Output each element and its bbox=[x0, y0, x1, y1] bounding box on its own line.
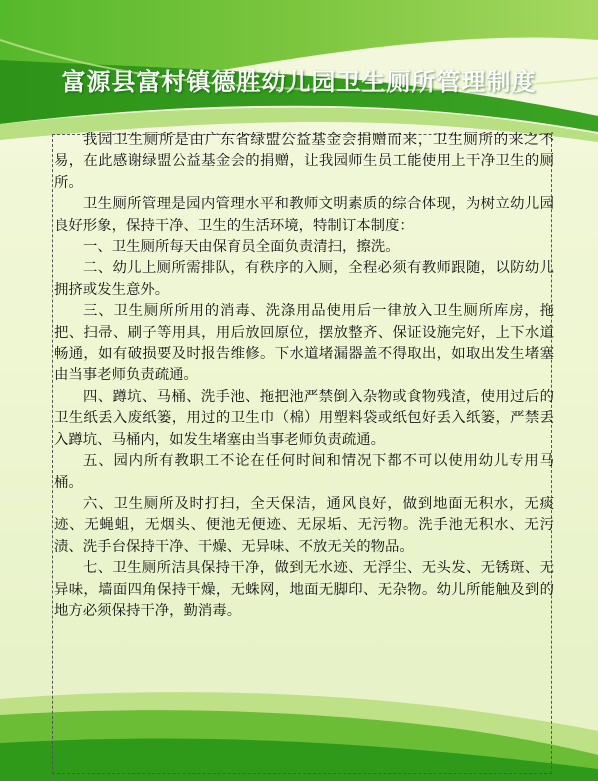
rule-item-3: 三、卫生厕所所用的消毒、洗涤用品使用后一律放入卫生厕所库房，拖把、扫帚、刷子等用具，用后放回原位，摆放整齐、保证设施完好，上下水道畅通，如有破损要及时报告维修。下水道堵漏器盖不得取出，如取出发生堵塞由当事老师负责疏通。 bbox=[54, 303, 554, 384]
poster-title: 富源县富村镇德胜幼儿园卫生厕所管理制度 bbox=[61, 68, 537, 96]
regulation-body bbox=[54, 130, 554, 622]
rule-item-4: 四、蹲坑、马桶、洗手池、拖把池严禁倒入杂物或食物残渣，使用过后的卫生纸丢入废纸篓，用过的卫生巾（棉）用塑料袋或纸包好丢入纸篓，严禁丢入蹲坑、马桶内，如发生堵塞由当事老师负责疏通。 bbox=[54, 388, 554, 448]
rule-item-2: 二、幼儿上厕所需排队，有秩序的入厕，全程必须有教师跟随，以防幼儿拥挤或发生意外。 bbox=[54, 260, 554, 298]
rule-item-7: 七、卫生厕所洁具保持干净，做到无水迹、无浮尘、无头发、无锈斑、无异味，墙面四角保持干燥，无蛛网，地面无脚印、无杂物。幼儿所能触及到的地方必须保持干净，勤消毒。 bbox=[54, 560, 554, 619]
intro-paragraph: 我园卫生厕所是由广东省绿盟公益基金会捐赠而来，卫生厕所的来之不易，在此感谢绿盟公益基金会的捐赠，让我园师生员工能使用上干净卫生的厕所。 bbox=[54, 132, 554, 191]
rule-item-6: 六、卫生厕所及时打扫，全天保洁，通风良好，做到地面无积水，无痰迹、无蝇蛆，无烟头、便池无便迹、无尿垢、无污物。洗手池无积水、无污渍、洗手台保持干净、干燥、无异味、不放无关的物品。 bbox=[54, 495, 554, 555]
intro-paragraph: 卫生厕所管理是园内管理水平和教师文明素质的综合体现，为树立幼儿园良好形象，保持干净、卫生的生活环境，特制订本制度： bbox=[54, 196, 554, 234]
rule-item-1: 一、卫生厕所每天由保育员全面负责清扫，擦洗。 bbox=[83, 239, 400, 256]
rule-item-5: 五、园内所有教职工不论在任何时间和情况下都不可以使用幼儿专用马桶。 bbox=[54, 453, 554, 491]
